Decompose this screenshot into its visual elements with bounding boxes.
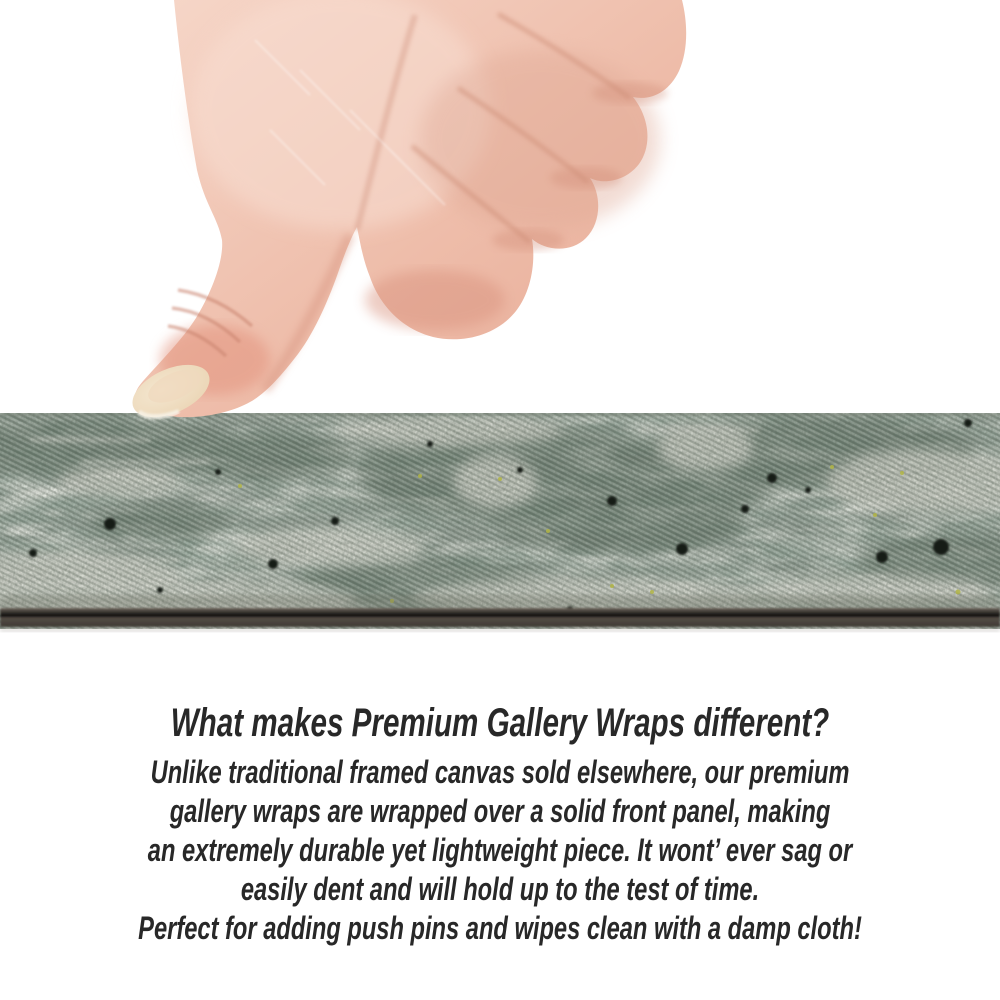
body-text-line: easily dent and will hold up to the test of time.	[240, 871, 760, 907]
panel-edge-shadow	[0, 628, 1000, 632]
body-text-line: gallery wraps are wrapped over a solid front panel, making	[169, 793, 831, 829]
body-text-line: Perfect for adding push pins and wipes clean with a damp cloth!	[138, 910, 862, 946]
hand-photo	[125, 0, 687, 428]
panel-edge-band	[0, 608, 1000, 627]
body-text-line: Unlike traditional framed canvas sold elsewhere, our premium	[150, 754, 850, 790]
body-text-line: an extremely durable yet lightweight piece. It wont’ ever sag or	[147, 832, 853, 868]
canvas-strip-photo	[0, 413, 1000, 632]
section-heading: What makes Premium Gallery Wraps different?	[170, 701, 830, 745]
info-text-block	[130, 700, 870, 948]
